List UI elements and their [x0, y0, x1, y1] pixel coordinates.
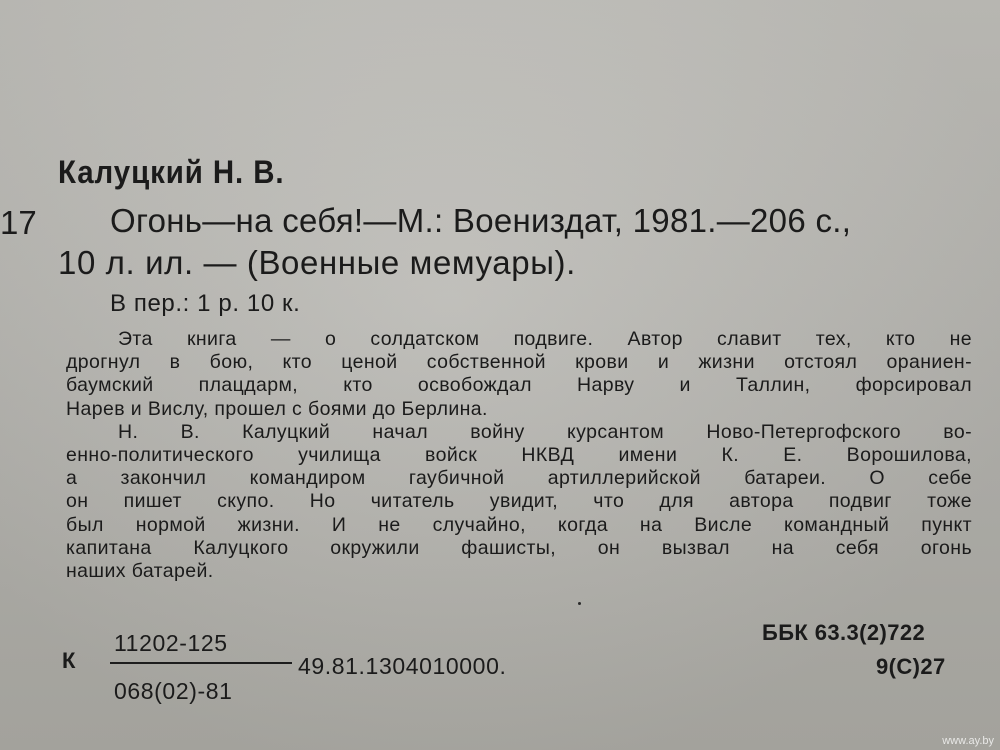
fraction-bar [110, 662, 292, 664]
title-line-2: 10 л. ил. — (Военные мемуары). [58, 244, 576, 281]
price-line: В пер.: 1 р. 10 к. [110, 290, 301, 317]
annotation-line: баумский плацдарм, кто освобождал Нарву и Таллин, форсировал [66, 374, 972, 397]
catalog-code: 49.81.1304010000. [298, 653, 507, 679]
title-line-1: Огонь—на себя!—М.: Воениздат, 1981.—206 с., [110, 202, 852, 239]
annotation-line: а закончил командиром гаубичной артиллерийской батареи. О себе [66, 467, 972, 490]
k-letter: К [62, 648, 76, 673]
annotation-line: он пишет скупо. Но читатель увидит, что для автора подвиг тоже [66, 490, 972, 513]
index-fragment: 17 [0, 204, 37, 241]
print-speck [578, 602, 581, 605]
annotation-text [66, 328, 972, 583]
bbk-index: ББК 63.3(2)722 [762, 620, 926, 645]
annotation-line: наших батарей. [66, 560, 214, 583]
annotation-line: дрогнул в бою, кто ценой собственной крови и жизни отстоял ораниен- [66, 351, 972, 374]
annotation-line: енно-политического училища войск НКВД имени К. Е. Ворошилова, [66, 444, 972, 467]
annotation-line: Н. В. Калуцкий начал войну курсантом Ново-Петергофского во- [118, 420, 972, 443]
annotation-line: Эта книга — о солдатском подвиге. Автор славит тех, кто не [118, 328, 972, 350]
fraction-numerator: 11202-125 [114, 630, 228, 656]
fraction-denominator: 068(02)-81 [114, 678, 233, 704]
watermark: www.ay.by [942, 735, 994, 747]
annotation-line: Нарев и Вислу, прошел с боями до Берлина. [66, 397, 488, 420]
annotation-line: был нормой жизни. И не случайно, когда на Висле командный пункт [66, 513, 972, 536]
bbk-sub-index: 9(С)27 [876, 654, 946, 679]
annotation-line: капитана Калуцкого окружили фашисты, он вызвал на себя огонь [66, 536, 972, 559]
author-name: Калуцкий Н. В. [58, 154, 285, 190]
